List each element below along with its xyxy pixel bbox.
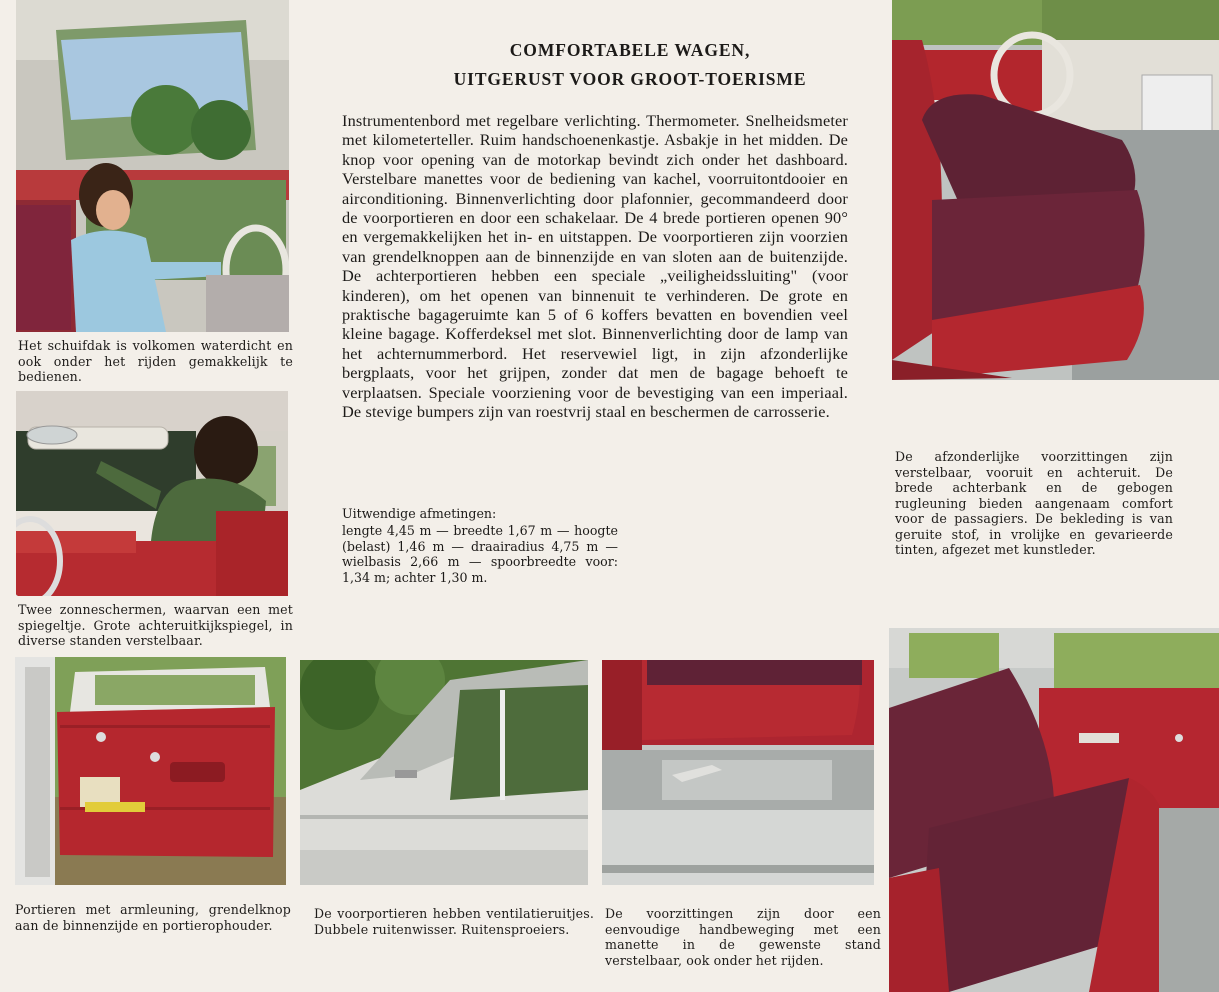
photo-seat-adjust: [602, 660, 874, 885]
dimensions-text: lengte 4,45 m — breedte 1,67 m — hoogte (belast) 1,46 m — draairadius 4,75 m — wielbasis 2,66 m — spoorbreedte voor: 1,34 m; achter 1,30 m.: [342, 523, 618, 585]
photo-door-panel: [15, 657, 286, 885]
photo-sunvisors: [16, 391, 288, 596]
page-title: [380, 36, 880, 94]
caption-sunvisors: Twee zonneschermen, waarvan een met spiegeltje. Grote achteruitkijkspiegel, in diverse standen verstelbaar.: [18, 602, 293, 648]
caption-seat-adjust: De voorzittingen zijn door een eenvoudige handbeweging met een manette in de gewenste stand verstelbaar, ook onder het rijden.: [605, 906, 881, 968]
caption-front-seats: De afzonderlijke voorzittingen zijn verstelbaar, vooruit en achteruit. De brede achterbank en de gebogen rugleuning bieden aangenaam comfort voor de passagiers. De bekleding is van geruite stof, in vrolijke en gevarieerde tinten, afgezet met kunstleder.: [895, 449, 1173, 557]
photo-vent-window: [300, 660, 588, 885]
body-text: Instrumentenbord met regelbare verlichting. Thermometer. Snelheidsmeter met kilometerteller. Ruim handschoenenkastje. Asbakje in het midden. De knop voor opening van de motorkap bevindt zich onder het dashboard. Verstelbare manettes voor de bediening van kachel, voorruitontdooier en airconditioning. Binnenverlichting door plafonnier, gecommandeerd door de voorportieren en door een schakelaar. De 4 brede portieren openen 90° en vergemakkelijken het in- en uitstappen. De voorportieren zijn voorzien van grendelknoppen aan de binnenzijde en van sloten aan de buitenzijde. De achterportieren hebben een speciale „veiligheidssluiting" (voor kinderen), om het openen van binnenuit te verhinderen. De grote en praktische bagageruimte kan 5 of 6 koffers bevatten en bovendien veel kleine bagage. Kofferdeksel met slot. Binnenverlichting door de lamp van het achternummerbord. Het reservewiel ligt, in zijn afzonderlijke bergplaats, voor het grijpen, zonder dat men de bagage behoeft te verplaatsen. Speciale voorziening voor de bevestiging van een imperiaal. De stevige bumpers zijn van roestvrij staal en beschermen de carrosserie.: [342, 111, 848, 422]
caption-vent: De voorportieren hebben ventilatieruitjes. Dubbele ruitenwisser. Ruitensproeiers.: [314, 906, 594, 937]
dimensions-heading: Uitwendige afmetingen:: [342, 506, 497, 521]
photo-front-seats: [892, 0, 1219, 380]
caption-sunroof: Het schuifdak is volkomen waterdicht en ook onder het rijden gemakkelijk te bedienen.: [18, 338, 293, 384]
photo-rear-bench: [889, 628, 1219, 992]
title-line-1: COMFORTABELE WAGEN,: [509, 40, 751, 60]
title-line-2: UITGERUST VOOR GROOT-TOERISME: [453, 69, 807, 89]
photo-sunroof-driver: [16, 0, 289, 332]
caption-door: Portieren met armleuning, grendelknop aan de binnenzijde en portierophouder.: [15, 902, 291, 933]
